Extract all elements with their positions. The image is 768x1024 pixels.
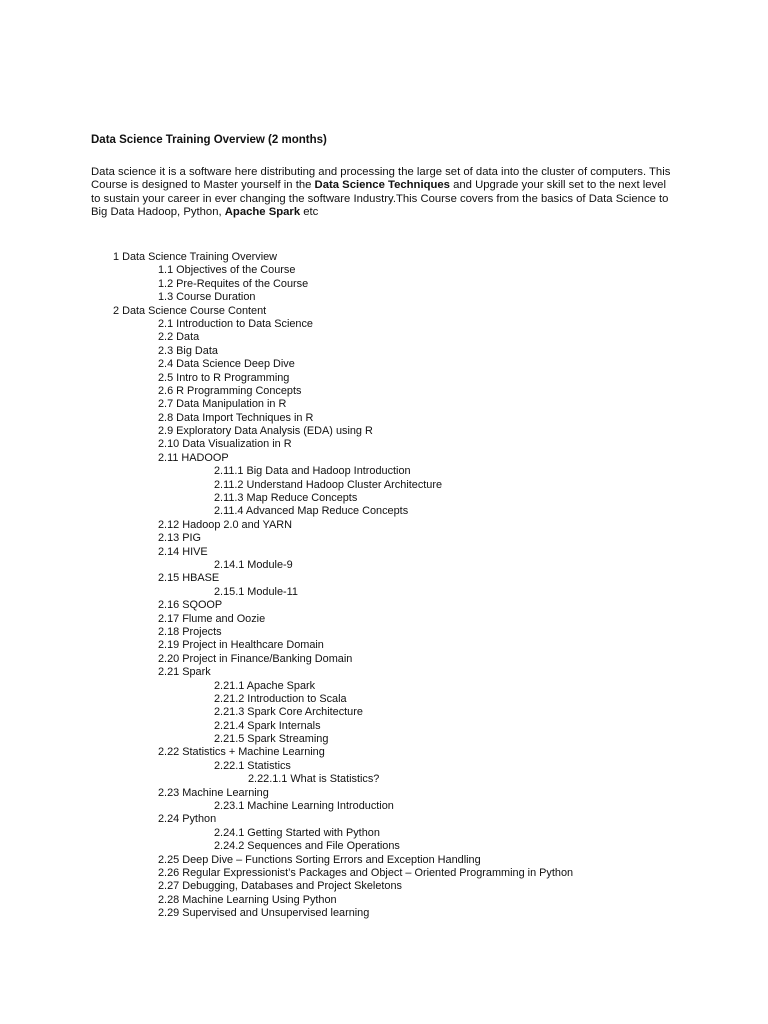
toc-item: 2.11.3 Map Reduce Concepts (214, 492, 358, 505)
toc-item: 2.17 Flume and Oozie (158, 612, 266, 625)
intro-paragraph (91, 166, 691, 220)
toc-item: 2.4 Data Science Deep Dive (158, 358, 295, 371)
toc-item: 2.21.1 Apache Spark (214, 679, 316, 692)
toc-item: 2.15 HBASE (158, 572, 220, 585)
toc-item: 2.9 Exploratory Data Analysis (EDA) using R (158, 425, 373, 438)
toc-item: 2 Data Science Course Content (113, 304, 267, 317)
toc-item: 2.24 Python (158, 813, 217, 826)
intro-bold-text: Apache Spark (224, 206, 301, 219)
toc-item: 2.28 Machine Learning Using Python (158, 893, 337, 906)
toc-item: 2.22.1.1 What is Statistics? (248, 773, 380, 786)
toc-item: 2.10 Data Visualization in R (158, 438, 292, 451)
intro-line-1 (91, 166, 691, 179)
toc-item: 2.7 Data Manipulation in R (158, 398, 287, 411)
intro-text: etc (300, 206, 319, 219)
toc-item: 2.19 Project in Healthcare Domain (158, 639, 324, 652)
toc-item: 2.14.1 Module-9 (214, 558, 293, 571)
toc-item: 1 Data Science Training Overview (113, 251, 278, 263)
toc-item: 2.24.2 Sequences and File Operations (214, 840, 400, 853)
toc-item: 2.23.1 Machine Learning Introduction (214, 800, 394, 813)
intro-line-3 (91, 193, 691, 206)
toc-item: 2.21.2 Introduction to Scala (214, 692, 347, 705)
toc-item: 2.23 Machine Learning (158, 786, 269, 799)
toc-item: 2.11.4 Advanced Map Reduce Concepts (214, 505, 409, 518)
document-title: Data Science Training Overview (2 months) (91, 134, 327, 146)
toc-item: 2.6 R Programming Concepts (158, 384, 302, 397)
intro-line-2 (91, 179, 691, 192)
toc-item: 2.21.5 Spark Streaming (214, 733, 329, 746)
toc-item: 2.11.2 Understand Hadoop Cluster Architecture (214, 478, 443, 491)
toc-item: 2.15.1 Module-11 (214, 585, 298, 598)
intro-text: Course is designed to Master yourself in the (91, 179, 315, 192)
toc-item: 2.2 Data (158, 331, 200, 344)
toc-item: 2.3 Big Data (158, 344, 218, 357)
toc-item: 2.12 Hadoop 2.0 and YARN (158, 518, 293, 531)
toc-item: 2.29 Supervised and Unsupervised learning (158, 907, 370, 920)
intro-text: and Upgrade your skill set to the next level (449, 179, 666, 192)
toc-item: 2.5 Intro to R Programming (158, 371, 290, 384)
intro-bold-text: Data Science Techniques (314, 179, 450, 192)
intro-line-4 (91, 206, 691, 219)
toc-item: 2.1 Introduction to Data Science (158, 317, 313, 330)
toc-item: 2.24.1 Getting Started with Python (214, 826, 380, 839)
toc-item: 2.11 HADOOP (158, 451, 229, 464)
toc-item: 2.21.3 Spark Core Architecture (214, 706, 363, 719)
toc-item: 2.18 Projects (158, 625, 222, 638)
toc-item: 1.2 Pre-Requites of the Course (158, 277, 309, 290)
toc-item: 2.26 Regular Expressionist’s Packages and Object – Oriented Programming in Python (158, 866, 574, 879)
toc-item: 2.13 PIG (158, 532, 201, 545)
toc-item: 2.27 Debugging, Databases and Project Skeletons (158, 880, 402, 893)
toc-item: 2.20 Project in Finance/Banking Domain (158, 652, 353, 665)
table-of-contents (0, 251, 768, 921)
toc-item: 2.21.4 Spark Internals (214, 719, 321, 732)
toc-item: 2.22.1 Statistics (214, 759, 291, 772)
toc-item: 2.14 HIVE (158, 545, 208, 558)
toc-item: 1.1 Objectives of the Course (158, 264, 296, 277)
intro-text: Big Data Hadoop, Python, (91, 206, 225, 219)
toc-item: 2.25 Deep Dive – Functions Sorting Errors and Exception Handling (158, 853, 481, 866)
toc-item: 2.22 Statistics + Machine Learning (158, 746, 325, 759)
toc-item: 2.8 Data Import Techniques in R (158, 411, 314, 424)
toc-item: 2.21 Spark (158, 666, 211, 679)
toc-item: 2.11.1 Big Data and Hadoop Introduction (214, 465, 411, 478)
toc-item: 2.16 SQOOP (158, 599, 223, 612)
toc-item: 1.3 Course Duration (158, 291, 256, 304)
intro-text: to sustain your career in ever changing the software Industry.This Course covers from the basics of Data Science to (91, 192, 669, 205)
intro-text: Data science it is a software here distributing and processing the large set of data into the cluster of computers. This (91, 166, 671, 178)
